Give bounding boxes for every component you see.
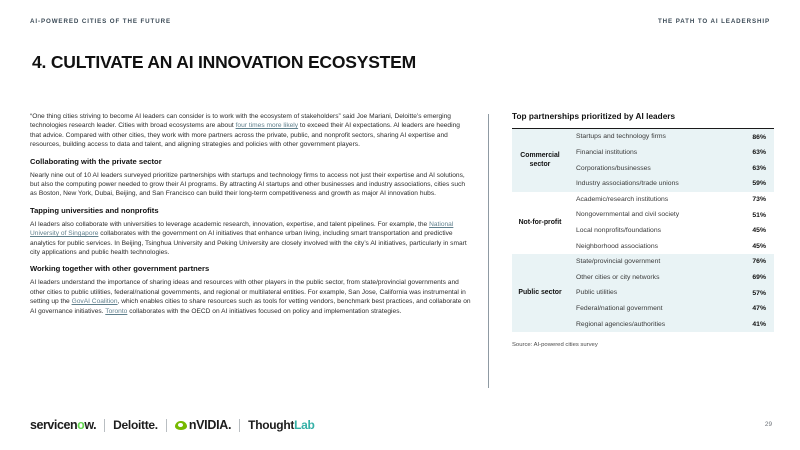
- page-number: 29: [764, 421, 772, 428]
- deloitte-logo: Deloitte.: [113, 418, 158, 432]
- government-text-part2: , which enables cities to share resources such as tools for vetting vendors, benchmark best practices, and collaborate on AI governance initiatives.: [30, 298, 471, 315]
- government-text-part1: AI leaders understand the importance of sharing ideas and resources with other players in the public sector, from state/provincial governments and other cities to public utilities, federal/national governments, and regional or multilateral entities. For example, San Jose, California was instrumental in setting up the: [30, 279, 466, 306]
- servicenow-text-a: servicen: [30, 418, 78, 432]
- thoughtlab-text-b: Lab: [294, 418, 315, 432]
- thoughtlab-text-a: Thought: [248, 418, 295, 432]
- government-text-part3: collaborates with the OECD on AI initiatives focused on policy and implementation strategies.: [127, 307, 402, 315]
- partner-label: Regional agencies/authorities: [568, 317, 734, 333]
- partner-label: Corporations/businesses: [568, 161, 734, 177]
- thoughtlab-logo: [248, 418, 314, 432]
- partner-value: 63%: [734, 161, 774, 177]
- table-row: [512, 192, 774, 208]
- paragraph-universities-nonprofits: [30, 220, 472, 258]
- nvidia-logo: [175, 418, 231, 432]
- left-column: [30, 112, 472, 323]
- page-title: 4. CULTIVATE AN AI INNOVATION ECOSYSTEM: [32, 52, 417, 72]
- partner-value: 45%: [734, 239, 774, 255]
- content-columns: [0, 112, 800, 402]
- group-label-2: Public sector: [512, 254, 568, 332]
- partner-value: 47%: [734, 301, 774, 317]
- source-note: Source: AI-powered cities survey: [512, 342, 598, 349]
- intro-text-part2: to exceed their AI expectations. AI leaders are heeding that advice. Compared with other cities, they work with more partners across the private, public, and nonprofit sectors, sharing AI expertise and resources, building access to data and talent, and aligning strategies and policies with other government players.: [30, 122, 460, 149]
- universities-text-part2: collaborates with the government on AI initiatives that enhance urban living, including smart transportation and predictive analytics for public services. In Beijing, Tsinghua University and Peking University are closely involved with the city’s AI initiatives, particularly in smart city applications and public health technologies.: [30, 230, 467, 257]
- nvidia-eye-icon: [175, 421, 187, 430]
- link-govai-coalition[interactable]: GovAI Coalition: [71, 298, 118, 306]
- paragraph-government-partners: [30, 278, 472, 316]
- logo-divider: [239, 419, 240, 432]
- group-label-0: Commercial sector: [512, 129, 568, 191]
- subheading-private-sector: Collaborating with the private sector: [30, 156, 162, 166]
- group-label-1: Not-for-profit: [512, 192, 568, 254]
- running-header: [30, 18, 770, 25]
- partner-label: Public utilities: [568, 285, 734, 301]
- partnerships-table: [512, 129, 774, 332]
- intro-text-part1: “One thing cities striving to become AI leaders can consider is to work with the ecosystem of stakeholders” said Joe Mariani, Deloitte’s emerging technologies research leader. Cities with broad ecosystems are about: [30, 113, 451, 130]
- partner-label: Nongovernmental and civil society: [568, 207, 734, 223]
- partner-value: 86%: [734, 129, 774, 145]
- link-national-university-of-singapore[interactable]: National University of Singapore: [30, 220, 454, 238]
- servicenow-text-c: w.: [84, 418, 97, 432]
- link-four-times-more-likely[interactable]: four times more likely: [235, 122, 299, 130]
- partner-value: 57%: [734, 285, 774, 301]
- paragraph-private-sector: Nearly nine out of 10 AI leaders surveyed prioritize partnerships with startups and technology firms to access not just their expertise and AI solutions, but also the computing power needed to grow their AI programs. By attracting AI startups and other businesses and industry associations, cities such as Boston, New York, Dubai, Beijing, and San Francisco can build their long-term competitiveness and growth as major AI innovation hubs.: [30, 171, 466, 198]
- running-header-right: THE PATH TO AI LEADERSHIP: [658, 18, 770, 25]
- partner-value: 63%: [734, 145, 774, 161]
- partner-label: Startups and technology firms: [568, 129, 734, 145]
- partner-value: 69%: [734, 270, 774, 286]
- nvidia-wordmark: nVIDIA.: [188, 418, 232, 432]
- right-column: [512, 112, 774, 348]
- panel-title: Top partnerships prioritized by AI leaders: [512, 112, 676, 121]
- logo-divider: [166, 419, 167, 432]
- partner-label: Financial institutions: [568, 145, 734, 161]
- partner-label: Local nonprofits/foundations: [568, 223, 734, 239]
- table-row: [512, 129, 774, 145]
- partner-label: Academic/research institutions: [568, 192, 734, 208]
- partner-value: 73%: [734, 192, 774, 208]
- servicenow-text-b: o: [77, 418, 85, 432]
- partner-value: 51%: [734, 207, 774, 223]
- partner-value: 45%: [734, 223, 774, 239]
- partnerships-table-body: [512, 129, 774, 332]
- column-divider: [488, 114, 489, 388]
- subheading-government-partners: Working together with other government partners: [30, 264, 210, 274]
- running-header-left: AI-POWERED CITIES OF THE FUTURE: [30, 18, 171, 25]
- intro-paragraph: [30, 112, 472, 150]
- partner-value: 59%: [734, 176, 774, 192]
- link-toronto[interactable]: Toronto: [105, 307, 128, 315]
- subheading-universities-nonprofits: Tapping universities and nonprofits: [30, 205, 159, 215]
- footer-logos: [30, 418, 315, 432]
- partner-label: Federal/national government: [568, 301, 734, 317]
- partner-label: Neighborhood associations: [568, 239, 734, 255]
- servicenow-logo: [30, 418, 96, 432]
- partner-label: Industry associations/trade unions: [568, 176, 734, 192]
- partner-label: Other cities or city networks: [568, 270, 734, 286]
- partner-value: 41%: [734, 317, 774, 333]
- partner-label: State/provincial government: [568, 254, 734, 270]
- universities-text-part1: AI leaders also collaborate with universities to leverage academic research, innovation, expertise, and talent pipelines. For example, the: [30, 220, 430, 228]
- partner-value: 76%: [734, 254, 774, 270]
- table-row: [512, 254, 774, 270]
- logo-divider: [104, 419, 105, 432]
